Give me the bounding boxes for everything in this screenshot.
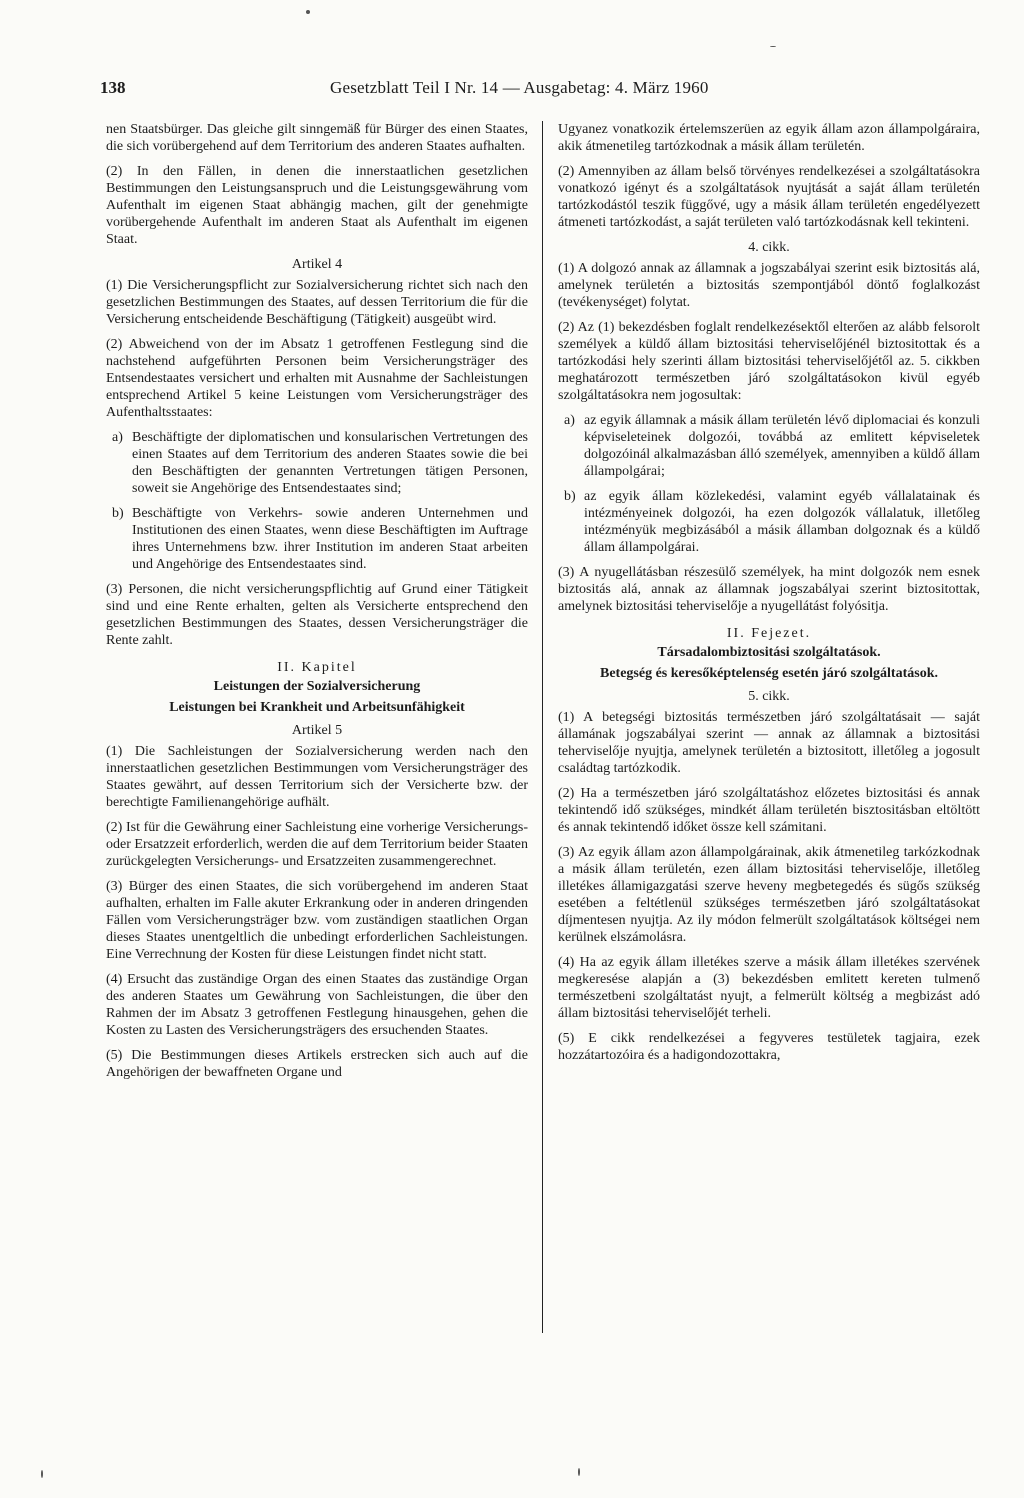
paragraph: nen Staatsbürger. Das gleiche gilt sinngemäß für Bürger des einen Staates, die sich vorübergehend auf dem Territorium des anderen Staates aufhalten.: [106, 122, 528, 154]
list-marker: b): [112, 506, 124, 521]
list-marker: a): [564, 413, 575, 428]
list-item: [558, 412, 980, 480]
paragraph: (2) Abweichend von der im Absatz 1 getroffenen Festlegung sind die nachstehend aufgeführten Personen beim Versicherungsträger des Entsendestaates versichert und erhalten mit Ausnahme der Sachleistungen entsprechend Artikel 5 keine Leistungen vom Versicherungsträger des Aufenthaltsstaates:: [106, 337, 528, 420]
list-marker: b): [564, 489, 576, 504]
scan-speck: [578, 1468, 580, 1476]
paragraph: (4) Ha az egyik állam illetékes szerve a másik állam illetékes szervének megkeresése alapján a (3) bekezdésben emlitett kereten tulmenő természetbeni szolgáltatást nyujt, a felmerült költség a megbizást adó állam biztositási teherviselőjét terheli.: [558, 955, 980, 1021]
list-marker: a): [112, 430, 123, 445]
paragraph: (2) Az (1) bekezdésben foglalt rendelkezésektől elterően az alább felsorolt személyek a küldő állam biztositási teherviselőjénél biztositottak és a tartózkodási hely szerinti állam biztositási teherviselőjétől az. 5. cikkben meghatározott természetben járó szolgáltatásokon kivül egyéb szolgáltatásokra nem jogosultak:: [558, 320, 980, 403]
article-heading: Artikel 5: [291, 723, 343, 738]
list-item: [106, 505, 528, 573]
paragraph: (1) Die Versicherungspflicht zur Sozialversicherung richtet sich nach den gesetzlichen Bestimmungen des Staates, auf dessen Territorium die für die Versicherung entscheidende Beschäftigung (Tätigkeit) ausgeübt wird.: [106, 278, 528, 327]
scan-speck: [770, 46, 776, 47]
paragraph: (2) In den Fällen, in denen die innerstaatlichen gesetzlichen Bestimmungen den Leistungsanspruch und die Leistungsgewährung vom Aufenthalt im eigenen Staat abhängig machen, gilt der genehmigte vorübergehende Aufenthalt im anderen Staat als Aufenthalt im eigenen Staat.: [106, 164, 528, 247]
list-item-text: az egyik állam közlekedési, valamint egyéb vállalatainak és intézményeinek dolgozói, ha ezen dolgozók vállalatuk, illetőleg intézményük megbizásából a másik államban dolgoznak és a küldő állam állampolgárai.: [584, 489, 980, 555]
hungarian-column: [558, 121, 980, 1072]
paragraph: (2) Amennyiben az állam belső törvényes rendelkezései a szolgáltatásokra vonatkozó igényt és a szolgáltatások nyujtását a saját állam területén tartózkodástól teszik függővé, ugy a másik állam területén engedélyezett átmeneti tartózkodást, a saját területen való tartózkodásnak kell tekinteni.: [558, 164, 980, 230]
chapter-title: Leistungen der Sozialversicherung: [213, 679, 421, 694]
german-column: [106, 121, 528, 1089]
paragraph: Ugyanez vonatkozik értelemszerüen az egyik állam azon állampolgáraira, akik átmenetileg tartózkodnak a másik állam területén.: [558, 122, 980, 154]
list-item-text: az egyik államnak a másik állam területén lévő diplomaciai és konzuli képviseleteinek dolgozói, továbbá az emlitett képviseletek dolgozóinál alkalmazásban álló személyek, amennyiben a küldő állam állampolgárai;: [584, 413, 980, 479]
list-item: [558, 488, 980, 556]
scan-speck: [41, 1470, 43, 1478]
chapter-number: II. Kapitel: [277, 660, 357, 675]
chapter-subtitle: Leistungen bei Krankheit und Arbeitsunfähigkeit: [169, 700, 465, 715]
article-heading: Artikel 4: [291, 257, 343, 272]
page-number: 138: [100, 78, 126, 97]
chapter-title: Társadalombiztositási szolgáltatások.: [657, 645, 881, 660]
paragraph: (3) Personen, die nicht versicherungspflichtig auf Grund einer Tätigkeit sind und eine Rente erhalten, gelten als Versicherte entsprechend den gesetzlichen Bestimmungen des Staates, dessen Versicherungsträger die Rente zahlt.: [106, 582, 528, 648]
article-heading: 5. cikk.: [748, 689, 790, 704]
column-divider: [542, 121, 543, 1333]
chapter-number: II. Fejezet.: [726, 626, 812, 641]
paragraph: (2) Ist für die Gewährung einer Sachleistung eine vorherige Versicherungs- oder Ersatzzeit erforderlich, werden die auf dem Territorium beider Staaten zurückgelegten Versicherungs- und Ersatzzeiten zusammengerechnet.: [106, 820, 528, 869]
scan-speck: [306, 10, 310, 14]
chapter-subtitle: Betegség és keresőképtelenség esetén járó szolgáltatások.: [599, 666, 938, 681]
paragraph: (3) Az egyik állam azon állampolgárainak, akik átmenetileg tarkózkodnak a másik állam területén, ezen állam biztositási teherviselője, illetőleg illetékes államigazgatási szerve heveny megbetegedés és sügős szükség esetében a feltétlenül szükséges természetben járó szolgáltatásokat díjmentesen nyujtja. Az ily módon felmerült szolgáltatások költségei nem kerülnek elszámolásra.: [558, 845, 980, 945]
page-header: [100, 76, 890, 100]
paragraph: (3) Bürger des einen Staates, die sich vorübergehend im anderen Staat aufhalten, erhalten im Falle akuter Erkrankung oder in anderen dringenden Fällen vom Versicherungsträger bzw. vom zuständigen staatlichen Organ dieses Staates unentgeltlich die unbedingt erforderlichen Sachleistungen. Eine Verrechnung der Kosten für diese Leistungen findet nicht statt.: [106, 879, 528, 962]
list-item-text: Beschäftigte von Verkehrs- sowie anderen Unternehmen und Institutionen des einen Staates, wenn diese Beschäftigten im Auftrage ihres Unternehmens bzw. ihrer Institution im anderen Staat arbeiten und Angehörige des Entsendestaates sind.: [132, 506, 528, 572]
running-title: Gesetzblatt Teil I Nr. 14 — Ausgabetag: 4. März 1960: [330, 78, 709, 97]
paragraph: (1) Die Sachleistungen der Sozialversicherung werden nach den innerstaatlichen gesetzlichen Bestimmungen vom Versicherungsträger des Staates gewährt, auf dessen Territorium sich der Versicherte bzw. der berechtigte Familienangehörige aufhält.: [106, 744, 528, 810]
paragraph: (1) A betegségi biztositás természetben járó szolgáltatásait — saját államának jogszabályai szerint — annak az államnak a biztositási teherviselője nyujtja, amelynek területén a biztositott, illetőleg a jogosult családtag tartózkodik.: [558, 710, 980, 776]
list-item: [106, 429, 528, 497]
paragraph: (5) Die Bestimmungen dieses Artikels erstrecken sich auch auf die Angehörigen der bewaffneten Organe und: [106, 1048, 528, 1080]
paragraph: (2) Ha a természetben járó szolgáltatáshoz előzetes biztositási és annak tekintendő idő szükséges, mindkét állam területén bisztositásban eltöltött és annak tekintendő időket össze kell számitani.: [558, 786, 980, 835]
paragraph: (4) Ersucht das zuständige Organ des einen Staates das zuständige Organ des anderen Staates um Gewährung von Sachleistungen, die über den Rahmen der im Absatz 3 getroffenen Festlegung hinausgehen, gehen die Kosten zu Lasten des Versicherungsträgers des ersuchenden Staates.: [106, 972, 528, 1038]
list-item-text: Beschäftigte der diplomatischen und konsularischen Vertretungen des einen Staates auf dem Territorium des anderen Staates sowie die bei den Beschäftigten der genannten Vertretungen tätigen Personen, soweit sie Angehörige des Entsendestaates sind;: [132, 430, 528, 496]
paragraph: (1) A dolgozó annak az államnak a jogszabályai szerint esik biztositás alá, amelynek területén a biztositás szempontjából döntő foglalkozást (tevékenységet) folytat.: [558, 261, 980, 310]
article-heading: 4. cikk.: [748, 240, 790, 255]
paragraph: (5) E cikk rendelkezései a fegyveres testületek tagjaira, ezek hozzátartozóira és a hadigondozottakra,: [558, 1031, 980, 1063]
paragraph: (3) A nyugellátásban részesülő személyek, ha mint dolgozók nem esnek biztositás alá, annak az államnak jogszabályai szerint biztositottak, amelynek biztositási teherviselője a nyugellátást folyósitja.: [558, 565, 980, 614]
